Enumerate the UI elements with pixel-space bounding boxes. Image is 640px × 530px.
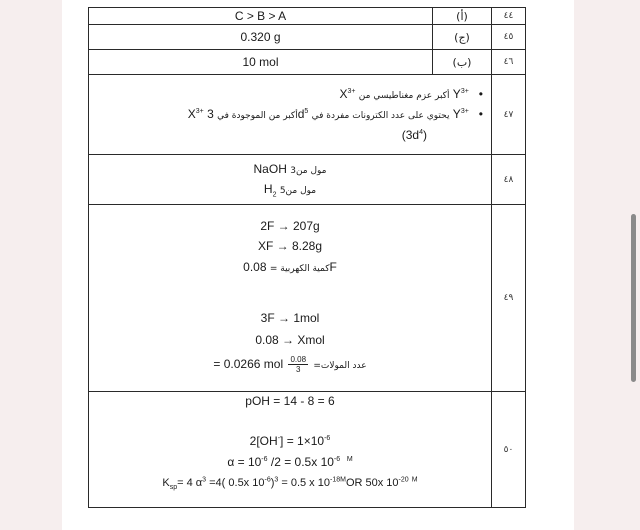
table-row bbox=[89, 205, 526, 392]
question-number-text: ٤٨ bbox=[503, 174, 514, 185]
choice-label-text: (ب) bbox=[452, 55, 472, 69]
answer-text: 10 mol bbox=[242, 55, 279, 69]
table-row bbox=[89, 75, 526, 155]
arabic-text: أكبر عزم مغناطيسي من bbox=[358, 90, 450, 101]
question-number-text: ٤٤ bbox=[503, 11, 514, 21]
answer-line: كمية الكهربية = 0.08F bbox=[243, 260, 337, 274]
answer-line: $K_{sp}= 4$ $\alpha^3 =4$( 0.5x $10^{-6})^3 = 0.5$ x $10^{-18M}OR$ 50x $10^{-20}$ $^M$ bbox=[162, 476, 418, 492]
question-number bbox=[492, 155, 526, 205]
x3-ion: $X^{3+}$ bbox=[339, 86, 356, 101]
arabic-text: يحتوي على عدد الكترونات مفردة في bbox=[311, 110, 450, 121]
answer-text: 0.320 g bbox=[240, 30, 281, 44]
question-number bbox=[492, 50, 526, 75]
y3-ion: $Y^{3+}$ bbox=[452, 106, 469, 121]
answer-line: $\alpha = 10^{-6}$ /2 = 0.5x $10^{-6}$ $^M$ bbox=[227, 455, 353, 469]
question-number bbox=[492, 75, 526, 155]
d4-config: $(3d^4)$ bbox=[401, 127, 427, 142]
question-number bbox=[492, 25, 526, 50]
answer-table bbox=[88, 7, 526, 508]
fraction: $\frac{0.08}{3}$ bbox=[290, 355, 307, 375]
answer-line: XF → 8.28g bbox=[257, 239, 323, 253]
answer-cell bbox=[89, 392, 492, 508]
choice-label bbox=[433, 50, 492, 75]
question-number bbox=[492, 8, 526, 25]
answer-cell bbox=[89, 75, 492, 155]
choice-label bbox=[433, 8, 492, 25]
answer-cell bbox=[89, 8, 433, 25]
answer-cell bbox=[89, 25, 433, 50]
arabic-text: أكبر من الموجودة في bbox=[217, 110, 298, 121]
answer-line: $2[OH^-] = 1\times 10^{-6}$ bbox=[249, 434, 331, 448]
table-row bbox=[89, 50, 526, 75]
table-row bbox=[89, 392, 526, 508]
choice-label bbox=[433, 25, 492, 50]
answer-line: 0.08 → Xmol bbox=[255, 333, 325, 347]
question-number-text: ٤٥ bbox=[503, 32, 514, 42]
bullet-line-2: $X^{3+}$ أكبر من الموجودة في $3d^5$ يحتوي على عدد الكترونات مفردة في $Y^{3+}$ • bbox=[187, 106, 483, 121]
vertical-scrollbar[interactable] bbox=[631, 214, 636, 382]
answer-cell bbox=[89, 205, 492, 392]
choice-label-text: (ج) bbox=[454, 30, 470, 44]
table-row bbox=[89, 25, 526, 50]
question-number-text: ٤٩ bbox=[503, 293, 514, 303]
answer-line: $H_2$ 5مول من bbox=[263, 181, 317, 198]
answer-text: C > B > A bbox=[234, 9, 287, 23]
answer-line: 2F → 207g bbox=[260, 219, 320, 233]
answer-cell bbox=[89, 155, 492, 205]
answer-cell bbox=[89, 50, 433, 75]
question-number-text: ٤٦ bbox=[503, 57, 514, 67]
choice-label-text: (أ) bbox=[456, 9, 468, 23]
x3-ion: $X^{3+}$ bbox=[187, 106, 204, 121]
table-row bbox=[89, 155, 526, 205]
answer-line: pOH = 14 - 8 = 6 bbox=[245, 394, 335, 408]
question-number bbox=[492, 205, 526, 392]
table-row bbox=[89, 8, 526, 25]
answer-line: 3F → 1mol bbox=[260, 311, 320, 325]
question-number-text: ٥٠ bbox=[503, 444, 514, 455]
y3-ion: $Y^{3+}$ bbox=[452, 86, 469, 101]
answer-line: NaOH 3مول من bbox=[253, 161, 327, 176]
answer-line: = 0.0266 mol $\frac{0.08}{3}$ =عدد المولات bbox=[213, 355, 367, 375]
question-number-text: ٤٧ bbox=[503, 109, 514, 120]
d5-config: $3d^5$ bbox=[207, 106, 309, 121]
bullet-line-1: $X^{3+}$ أكبر عزم مغناطيسي من $Y^{3+}$ • bbox=[339, 86, 483, 101]
question-number bbox=[492, 392, 526, 508]
